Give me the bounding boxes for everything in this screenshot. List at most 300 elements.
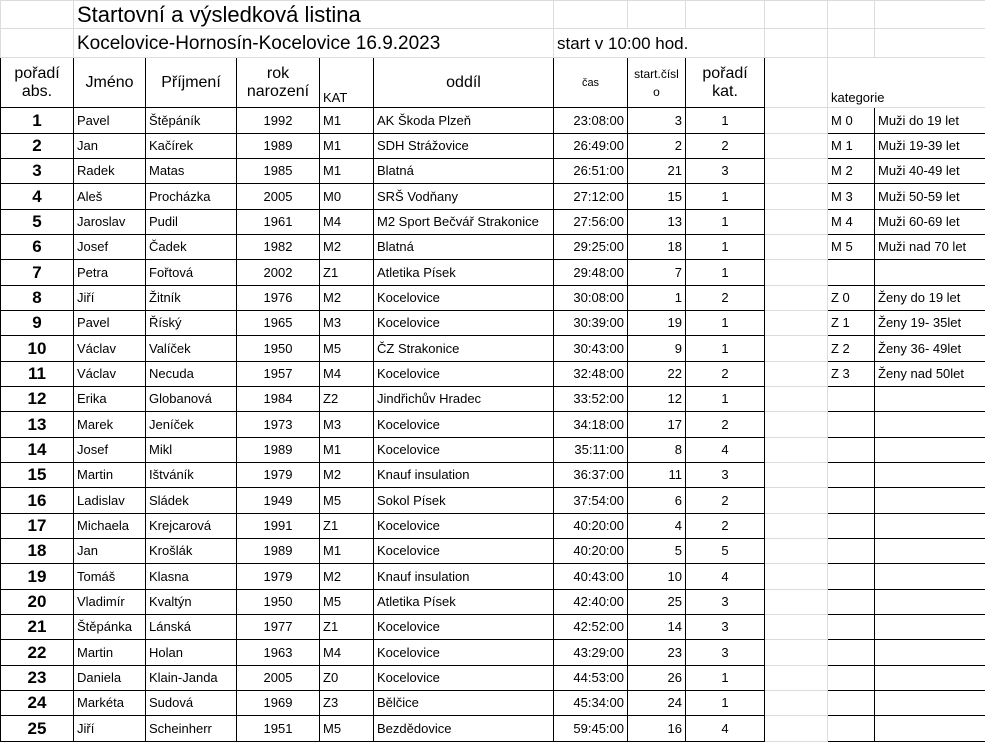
- cell-cas[interactable]: 26:49:00: [554, 133, 628, 158]
- category-code[interactable]: [828, 387, 875, 412]
- cell-start-cislo[interactable]: 8: [628, 437, 686, 462]
- cell-poradi-kat[interactable]: 2: [686, 133, 765, 158]
- cell-start-cislo[interactable]: 19: [628, 311, 686, 336]
- category-description[interactable]: Muži do 19 let: [875, 108, 985, 133]
- cell-poradi-abs[interactable]: 2: [1, 133, 74, 158]
- category-code[interactable]: [828, 260, 875, 285]
- cell-poradi-abs[interactable]: 22: [1, 640, 74, 665]
- blank-cell[interactable]: [765, 463, 828, 488]
- header-poradi-abs[interactable]: pořadí abs.: [1, 57, 74, 108]
- cell-rok[interactable]: 1950: [237, 336, 320, 361]
- cell-cas[interactable]: 30:39:00: [554, 311, 628, 336]
- cell-jmeno[interactable]: Josef: [74, 437, 146, 462]
- cell-kat[interactable]: M5: [320, 716, 374, 742]
- cell-poradi-kat[interactable]: 5: [686, 539, 765, 564]
- cell-kat[interactable]: Z2: [320, 387, 374, 412]
- cell-rok[interactable]: 1979: [237, 463, 320, 488]
- cell-poradi-kat[interactable]: 1: [686, 387, 765, 412]
- cell-oddil[interactable]: Kocelovice: [374, 539, 554, 564]
- cell-jmeno[interactable]: Ladislav: [74, 488, 146, 513]
- cell-jmeno[interactable]: Vladimír: [74, 589, 146, 614]
- cell-poradi-kat[interactable]: 4: [686, 564, 765, 589]
- cell-kat[interactable]: M1: [320, 539, 374, 564]
- category-description[interactable]: Ženy nad 50let: [875, 361, 985, 386]
- blank-cell[interactable]: [765, 640, 828, 665]
- cell-poradi-abs[interactable]: 4: [1, 184, 74, 209]
- cell-cas[interactable]: 42:40:00: [554, 589, 628, 614]
- cell-poradi-abs[interactable]: 7: [1, 260, 74, 285]
- cell-start-cislo[interactable]: 17: [628, 412, 686, 437]
- cell-kat[interactable]: Z1: [320, 260, 374, 285]
- cell-start-cislo[interactable]: 22: [628, 361, 686, 386]
- blank-cell[interactable]: [765, 133, 828, 158]
- cell-rok[interactable]: 1949: [237, 488, 320, 513]
- blank-cell[interactable]: [828, 1, 875, 29]
- category-code[interactable]: M 4: [828, 209, 875, 234]
- cell-start-cislo[interactable]: 23: [628, 640, 686, 665]
- cell-prijmeni[interactable]: Ištváník: [146, 463, 237, 488]
- blank-cell[interactable]: [554, 1, 628, 29]
- cell-poradi-abs[interactable]: 8: [1, 285, 74, 310]
- cell-prijmeni[interactable]: Scheinherr: [146, 716, 237, 742]
- cell-start-cislo[interactable]: 24: [628, 690, 686, 715]
- start-time[interactable]: start v 10:00 hod.: [554, 29, 765, 57]
- cell-oddil[interactable]: Knauf insulation: [374, 463, 554, 488]
- cell-oddil[interactable]: Kocelovice: [374, 640, 554, 665]
- cell-cas[interactable]: 29:25:00: [554, 235, 628, 260]
- cell-prijmeni[interactable]: Říský: [146, 311, 237, 336]
- category-description[interactable]: [875, 387, 985, 412]
- cell-jmeno[interactable]: Jan: [74, 133, 146, 158]
- category-description[interactable]: Muži 50-59 let: [875, 184, 985, 209]
- cell-oddil[interactable]: AK Škoda Plzeň: [374, 108, 554, 133]
- cell-jmeno[interactable]: Václav: [74, 336, 146, 361]
- category-description[interactable]: [875, 463, 985, 488]
- cell-jmeno[interactable]: Markéta: [74, 690, 146, 715]
- category-description[interactable]: [875, 412, 985, 437]
- cell-oddil[interactable]: Blatná: [374, 159, 554, 184]
- cell-poradi-abs[interactable]: 12: [1, 387, 74, 412]
- cell-oddil[interactable]: Kocelovice: [374, 412, 554, 437]
- category-description[interactable]: [875, 513, 985, 538]
- blank-cell[interactable]: [765, 589, 828, 614]
- cell-oddil[interactable]: Kocelovice: [374, 361, 554, 386]
- cell-jmeno[interactable]: Daniela: [74, 665, 146, 690]
- blank-cell[interactable]: [765, 412, 828, 437]
- cell-oddil[interactable]: Kocelovice: [374, 311, 554, 336]
- cell-rok[interactable]: 2002: [237, 260, 320, 285]
- cell-poradi-kat[interactable]: 4: [686, 716, 765, 742]
- cell-rok[interactable]: 1977: [237, 614, 320, 639]
- category-description[interactable]: [875, 716, 985, 742]
- category-description[interactable]: Ženy 36- 49let: [875, 336, 985, 361]
- cell-kat[interactable]: M2: [320, 463, 374, 488]
- blank-cell[interactable]: [765, 29, 828, 57]
- category-code[interactable]: M 3: [828, 184, 875, 209]
- blank-cell[interactable]: [765, 184, 828, 209]
- cell-poradi-abs[interactable]: 11: [1, 361, 74, 386]
- blank-cell[interactable]: [765, 209, 828, 234]
- blank-cell[interactable]: [875, 29, 985, 57]
- cell-prijmeni[interactable]: Lánská: [146, 614, 237, 639]
- cell-prijmeni[interactable]: Klasna: [146, 564, 237, 589]
- cell-kat[interactable]: M4: [320, 640, 374, 665]
- blank-cell[interactable]: [875, 1, 985, 29]
- cell-poradi-abs[interactable]: 15: [1, 463, 74, 488]
- cell-start-cislo[interactable]: 14: [628, 614, 686, 639]
- cell-jmeno[interactable]: Marek: [74, 412, 146, 437]
- cell-cas[interactable]: 40:20:00: [554, 513, 628, 538]
- category-code[interactable]: Z 3: [828, 361, 875, 386]
- cell-cas[interactable]: 27:12:00: [554, 184, 628, 209]
- category-code[interactable]: [828, 614, 875, 639]
- cell-poradi-kat[interactable]: 3: [686, 589, 765, 614]
- blank-cell[interactable]: [765, 488, 828, 513]
- category-code[interactable]: M 5: [828, 235, 875, 260]
- cell-poradi-kat[interactable]: 2: [686, 361, 765, 386]
- sheet-subtitle[interactable]: Kocelovice-Hornosín-Kocelovice 16.9.2023: [74, 29, 554, 57]
- cell-start-cislo[interactable]: 4: [628, 513, 686, 538]
- cell-kat[interactable]: M0: [320, 184, 374, 209]
- cell-jmeno[interactable]: Jiří: [74, 285, 146, 310]
- cell-kat[interactable]: M1: [320, 108, 374, 133]
- category-code[interactable]: [828, 589, 875, 614]
- cell-start-cislo[interactable]: 3: [628, 108, 686, 133]
- cell-start-cislo[interactable]: 18: [628, 235, 686, 260]
- cell-poradi-kat[interactable]: 2: [686, 285, 765, 310]
- category-code[interactable]: [828, 564, 875, 589]
- cell-rok[interactable]: 1973: [237, 412, 320, 437]
- cell-oddil[interactable]: SRŠ Vodňany: [374, 184, 554, 209]
- cell-prijmeni[interactable]: Procházka: [146, 184, 237, 209]
- cell-cas[interactable]: 42:52:00: [554, 614, 628, 639]
- cell-kat[interactable]: M3: [320, 311, 374, 336]
- cell-cas[interactable]: 27:56:00: [554, 209, 628, 234]
- category-description[interactable]: Muži 19-39 let: [875, 133, 985, 158]
- cell-cas[interactable]: 45:34:00: [554, 690, 628, 715]
- cell-start-cislo[interactable]: 26: [628, 665, 686, 690]
- cell-kat[interactable]: Z1: [320, 614, 374, 639]
- blank-cell[interactable]: [765, 665, 828, 690]
- cell-poradi-kat[interactable]: 1: [686, 108, 765, 133]
- cell-poradi-kat[interactable]: 2: [686, 488, 765, 513]
- blank-cell[interactable]: [1, 29, 74, 57]
- blank-cell[interactable]: [828, 29, 875, 57]
- cell-poradi-kat[interactable]: 2: [686, 513, 765, 538]
- cell-kat[interactable]: M1: [320, 159, 374, 184]
- cell-start-cislo[interactable]: 9: [628, 336, 686, 361]
- cell-jmeno[interactable]: Jan: [74, 539, 146, 564]
- cell-jmeno[interactable]: Michaela: [74, 513, 146, 538]
- blank-cell[interactable]: [1, 1, 74, 29]
- blank-cell[interactable]: [765, 108, 828, 133]
- category-description[interactable]: Ženy do 19 let: [875, 285, 985, 310]
- cell-oddil[interactable]: Bělčice: [374, 690, 554, 715]
- blank-cell[interactable]: [765, 614, 828, 639]
- cell-cas[interactable]: 59:45:00: [554, 716, 628, 742]
- cell-start-cislo[interactable]: 25: [628, 589, 686, 614]
- blank-cell[interactable]: [765, 387, 828, 412]
- cell-cas[interactable]: 44:53:00: [554, 665, 628, 690]
- cell-prijmeni[interactable]: Holan: [146, 640, 237, 665]
- cell-jmeno[interactable]: Jiří: [74, 716, 146, 742]
- category-code[interactable]: [828, 665, 875, 690]
- cell-prijmeni[interactable]: Krošlák: [146, 539, 237, 564]
- cell-rok[interactable]: 2005: [237, 665, 320, 690]
- blank-cell[interactable]: [765, 361, 828, 386]
- cell-start-cislo[interactable]: 16: [628, 716, 686, 742]
- cell-rok[interactable]: 1957: [237, 361, 320, 386]
- cell-poradi-kat[interactable]: 1: [686, 690, 765, 715]
- cell-kat[interactable]: Z0: [320, 665, 374, 690]
- cell-oddil[interactable]: Knauf insulation: [374, 564, 554, 589]
- blank-cell[interactable]: [686, 1, 765, 29]
- cell-rok[interactable]: 1992: [237, 108, 320, 133]
- cell-poradi-kat[interactable]: 1: [686, 311, 765, 336]
- cell-rok[interactable]: 1989: [237, 437, 320, 462]
- header-jmeno[interactable]: Jméno: [74, 57, 146, 108]
- cell-oddil[interactable]: Blatná: [374, 235, 554, 260]
- category-code[interactable]: [828, 488, 875, 513]
- cell-prijmeni[interactable]: Globanová: [146, 387, 237, 412]
- category-description[interactable]: [875, 690, 985, 715]
- cell-cas[interactable]: 43:29:00: [554, 640, 628, 665]
- cell-cas[interactable]: 30:43:00: [554, 336, 628, 361]
- cell-prijmeni[interactable]: Mikl: [146, 437, 237, 462]
- category-code[interactable]: [828, 513, 875, 538]
- blank-cell[interactable]: [765, 716, 828, 742]
- blank-cell[interactable]: [765, 311, 828, 336]
- category-code[interactable]: [828, 412, 875, 437]
- cell-jmeno[interactable]: Jaroslav: [74, 209, 146, 234]
- cell-jmeno[interactable]: Martin: [74, 463, 146, 488]
- category-code[interactable]: Z 2: [828, 336, 875, 361]
- cell-cas[interactable]: 40:20:00: [554, 539, 628, 564]
- cell-prijmeni[interactable]: Necuda: [146, 361, 237, 386]
- cell-cas[interactable]: 34:18:00: [554, 412, 628, 437]
- cell-poradi-abs[interactable]: 14: [1, 437, 74, 462]
- cell-kat[interactable]: M2: [320, 235, 374, 260]
- blank-cell[interactable]: [765, 336, 828, 361]
- cell-jmeno[interactable]: Radek: [74, 159, 146, 184]
- cell-oddil[interactable]: Kocelovice: [374, 437, 554, 462]
- cell-oddil[interactable]: Kocelovice: [374, 614, 554, 639]
- category-code[interactable]: [828, 539, 875, 564]
- cell-poradi-abs[interactable]: 13: [1, 412, 74, 437]
- category-code[interactable]: Z 1: [828, 311, 875, 336]
- cell-poradi-abs[interactable]: 10: [1, 336, 74, 361]
- cell-rok[interactable]: 1969: [237, 690, 320, 715]
- cell-prijmeni[interactable]: Jeníček: [146, 412, 237, 437]
- cell-poradi-kat[interactable]: 1: [686, 209, 765, 234]
- cell-rok[interactable]: 1991: [237, 513, 320, 538]
- cell-poradi-kat[interactable]: 3: [686, 463, 765, 488]
- cell-jmeno[interactable]: Martin: [74, 640, 146, 665]
- category-description[interactable]: [875, 437, 985, 462]
- cell-start-cislo[interactable]: 5: [628, 539, 686, 564]
- blank-cell[interactable]: [765, 690, 828, 715]
- cell-cas[interactable]: 30:08:00: [554, 285, 628, 310]
- cell-rok[interactable]: 1984: [237, 387, 320, 412]
- category-code[interactable]: [828, 690, 875, 715]
- blank-cell[interactable]: [765, 1, 828, 29]
- category-description[interactable]: [875, 539, 985, 564]
- cell-start-cislo[interactable]: 2: [628, 133, 686, 158]
- cell-jmeno[interactable]: Josef: [74, 235, 146, 260]
- cell-start-cislo[interactable]: 11: [628, 463, 686, 488]
- cell-kat[interactable]: M5: [320, 336, 374, 361]
- cell-oddil[interactable]: Kocelovice: [374, 513, 554, 538]
- header-rok-narozeni[interactable]: rok narození: [237, 57, 320, 108]
- cell-poradi-kat[interactable]: 1: [686, 665, 765, 690]
- cell-prijmeni[interactable]: Kačírek: [146, 133, 237, 158]
- cell-prijmeni[interactable]: Fořtová: [146, 260, 237, 285]
- cell-prijmeni[interactable]: Štěpáník: [146, 108, 237, 133]
- cell-oddil[interactable]: Atletika Písek: [374, 260, 554, 285]
- cell-kat[interactable]: M5: [320, 488, 374, 513]
- cell-oddil[interactable]: Kocelovice: [374, 665, 554, 690]
- category-description[interactable]: Muži 60-69 let: [875, 209, 985, 234]
- header-poradi-kat[interactable]: pořadí kat.: [686, 57, 765, 108]
- cell-jmeno[interactable]: Václav: [74, 361, 146, 386]
- cell-poradi-abs[interactable]: 24: [1, 690, 74, 715]
- cell-poradi-kat[interactable]: 1: [686, 184, 765, 209]
- cell-poradi-kat[interactable]: 1: [686, 336, 765, 361]
- cell-oddil[interactable]: SDH Strážovice: [374, 133, 554, 158]
- cell-poradi-abs[interactable]: 18: [1, 539, 74, 564]
- cell-start-cislo[interactable]: 21: [628, 159, 686, 184]
- category-code[interactable]: M 0: [828, 108, 875, 133]
- cell-kat[interactable]: M1: [320, 437, 374, 462]
- cell-start-cislo[interactable]: 1: [628, 285, 686, 310]
- cell-kat[interactable]: M1: [320, 133, 374, 158]
- cell-cas[interactable]: 29:48:00: [554, 260, 628, 285]
- category-code[interactable]: M 1: [828, 133, 875, 158]
- category-description[interactable]: [875, 488, 985, 513]
- category-description[interactable]: Muži nad 70 let: [875, 235, 985, 260]
- cell-kat[interactable]: M2: [320, 564, 374, 589]
- cell-cas[interactable]: 33:52:00: [554, 387, 628, 412]
- cell-poradi-abs[interactable]: 5: [1, 209, 74, 234]
- cell-prijmeni[interactable]: Čadek: [146, 235, 237, 260]
- cell-rok[interactable]: 1961: [237, 209, 320, 234]
- header-oddil[interactable]: oddíl: [374, 57, 554, 108]
- header-start-cislo[interactable]: start.čísl o: [628, 57, 686, 108]
- cell-rok[interactable]: 1976: [237, 285, 320, 310]
- cell-cas[interactable]: 26:51:00: [554, 159, 628, 184]
- blank-cell[interactable]: [765, 235, 828, 260]
- category-description[interactable]: [875, 640, 985, 665]
- cell-prijmeni[interactable]: Klain-Janda: [146, 665, 237, 690]
- category-description[interactable]: [875, 589, 985, 614]
- category-description[interactable]: [875, 260, 985, 285]
- category-code[interactable]: [828, 716, 875, 742]
- cell-prijmeni[interactable]: Kvaltýn: [146, 589, 237, 614]
- cell-poradi-abs[interactable]: 17: [1, 513, 74, 538]
- cell-kat[interactable]: M3: [320, 412, 374, 437]
- cell-kat[interactable]: M5: [320, 589, 374, 614]
- cell-poradi-kat[interactable]: 3: [686, 159, 765, 184]
- cell-prijmeni[interactable]: Krejcarová: [146, 513, 237, 538]
- cell-rok[interactable]: 1963: [237, 640, 320, 665]
- cell-rok[interactable]: 1979: [237, 564, 320, 589]
- blank-cell[interactable]: [765, 539, 828, 564]
- cell-poradi-kat[interactable]: 3: [686, 614, 765, 639]
- header-kat[interactable]: KAT: [320, 57, 374, 108]
- cell-prijmeni[interactable]: Sudová: [146, 690, 237, 715]
- cell-poradi-kat[interactable]: 2: [686, 412, 765, 437]
- category-description[interactable]: Ženy 19- 35let: [875, 311, 985, 336]
- cell-rok[interactable]: 1985: [237, 159, 320, 184]
- cell-jmeno[interactable]: Tomáš: [74, 564, 146, 589]
- category-description[interactable]: [875, 564, 985, 589]
- blank-cell[interactable]: [765, 159, 828, 184]
- cell-poradi-kat[interactable]: 1: [686, 260, 765, 285]
- sheet-title[interactable]: Startovní a výsledková listina: [74, 1, 554, 29]
- cell-poradi-abs[interactable]: 3: [1, 159, 74, 184]
- cell-jmeno[interactable]: Štěpánka: [74, 614, 146, 639]
- header-kategorie[interactable]: kategorie: [828, 57, 985, 108]
- cell-start-cislo[interactable]: 6: [628, 488, 686, 513]
- cell-cas[interactable]: 36:37:00: [554, 463, 628, 488]
- cell-poradi-abs[interactable]: 21: [1, 614, 74, 639]
- cell-start-cislo[interactable]: 15: [628, 184, 686, 209]
- blank-cell[interactable]: [765, 57, 828, 108]
- cell-prijmeni[interactable]: Matas: [146, 159, 237, 184]
- cell-kat[interactable]: M4: [320, 361, 374, 386]
- cell-jmeno[interactable]: Aleš: [74, 184, 146, 209]
- category-code[interactable]: M 2: [828, 159, 875, 184]
- cell-kat[interactable]: Z3: [320, 690, 374, 715]
- cell-oddil[interactable]: Jindřichův Hradec: [374, 387, 554, 412]
- blank-cell[interactable]: [765, 564, 828, 589]
- cell-rok[interactable]: 1965: [237, 311, 320, 336]
- cell-rok[interactable]: 1989: [237, 539, 320, 564]
- category-code[interactable]: [828, 640, 875, 665]
- cell-oddil[interactable]: Sokol Písek: [374, 488, 554, 513]
- header-prijmeni[interactable]: Příjmení: [146, 57, 237, 108]
- cell-jmeno[interactable]: Erika: [74, 387, 146, 412]
- category-description[interactable]: Muži 40-49 let: [875, 159, 985, 184]
- cell-start-cislo[interactable]: 12: [628, 387, 686, 412]
- cell-rok[interactable]: 1950: [237, 589, 320, 614]
- cell-cas[interactable]: 35:11:00: [554, 437, 628, 462]
- category-description[interactable]: [875, 665, 985, 690]
- category-code[interactable]: [828, 463, 875, 488]
- cell-cas[interactable]: 23:08:00: [554, 108, 628, 133]
- cell-poradi-abs[interactable]: 16: [1, 488, 74, 513]
- cell-prijmeni[interactable]: Valíček: [146, 336, 237, 361]
- category-code[interactable]: [828, 437, 875, 462]
- blank-cell[interactable]: [765, 285, 828, 310]
- cell-poradi-abs[interactable]: 9: [1, 311, 74, 336]
- cell-cas[interactable]: 32:48:00: [554, 361, 628, 386]
- cell-jmeno[interactable]: Petra: [74, 260, 146, 285]
- cell-oddil[interactable]: M2 Sport Bečvář Strakonice: [374, 209, 554, 234]
- cell-oddil[interactable]: Kocelovice: [374, 285, 554, 310]
- category-code[interactable]: Z 0: [828, 285, 875, 310]
- cell-start-cislo[interactable]: 10: [628, 564, 686, 589]
- cell-rok[interactable]: 1951: [237, 716, 320, 742]
- blank-cell[interactable]: [765, 437, 828, 462]
- cell-prijmeni[interactable]: Pudil: [146, 209, 237, 234]
- cell-poradi-abs[interactable]: 6: [1, 235, 74, 260]
- cell-start-cislo[interactable]: 13: [628, 209, 686, 234]
- cell-cas[interactable]: 40:43:00: [554, 564, 628, 589]
- cell-oddil[interactable]: Atletika Písek: [374, 589, 554, 614]
- header-cas[interactable]: čas: [554, 57, 628, 108]
- cell-poradi-abs[interactable]: 25: [1, 716, 74, 742]
